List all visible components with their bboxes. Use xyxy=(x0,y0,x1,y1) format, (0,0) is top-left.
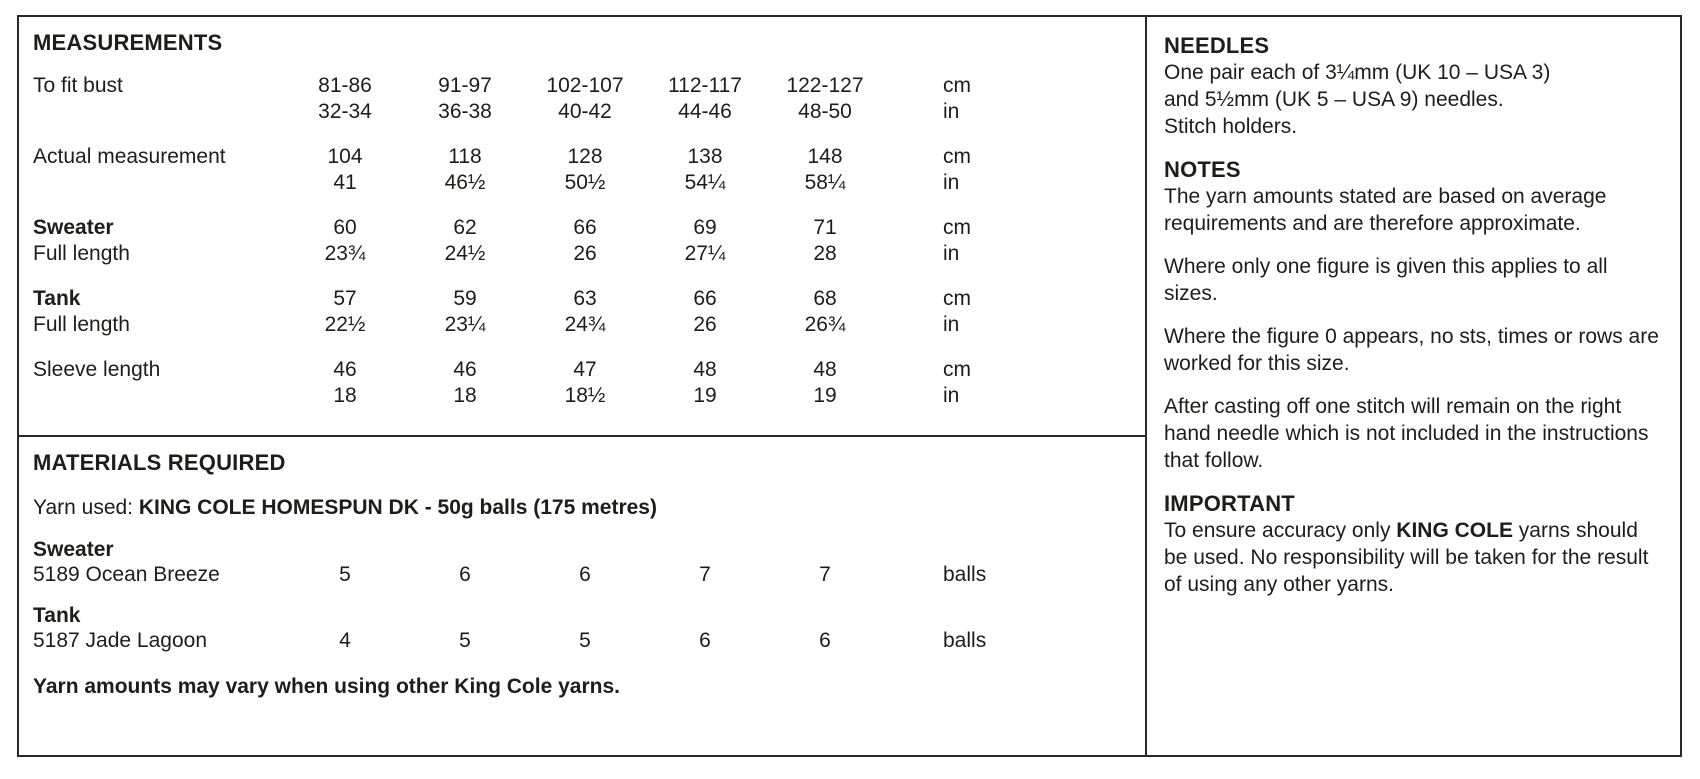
value-cm: 57 xyxy=(333,287,357,310)
important-text-suffix: yarns should be used. No responsibility will be taken for the result of using any other yarns. xyxy=(1164,519,1649,596)
value-in: 19 xyxy=(693,384,717,407)
yarn-used-name: KING COLE HOMESPUN DK - 50g balls (175 metres) xyxy=(138,496,657,519)
unit-in-label: in xyxy=(943,242,960,265)
value-in: 26¾ xyxy=(804,313,846,336)
value-in: 19 xyxy=(813,384,837,407)
value-cm: 66 xyxy=(573,216,597,239)
shade-row xyxy=(33,628,1131,653)
notes-title: NOTES xyxy=(1164,157,1241,182)
unit-cm-label: cm xyxy=(943,358,971,381)
value-in: 46½ xyxy=(444,171,486,194)
size-values xyxy=(645,73,765,125)
row-label-line1: To fit bust xyxy=(33,74,123,97)
value-cm: 68 xyxy=(813,287,837,310)
value-cm: 69 xyxy=(693,216,717,239)
balls-value: 5 xyxy=(339,563,351,586)
value-cm: 71 xyxy=(813,216,837,239)
size-values xyxy=(765,144,885,196)
unit-cm-label: cm xyxy=(943,145,971,168)
needles-line-2: and 5½mm (UK 5 – USA 9) needles. xyxy=(1164,88,1504,111)
yarn-used-prefix: Yarn used: xyxy=(33,496,139,519)
shade-row xyxy=(33,562,1131,587)
row-label-line1: Actual measurement xyxy=(33,145,226,168)
balls-value: 7 xyxy=(699,563,711,586)
balls-value: 5 xyxy=(579,629,591,652)
note-paragraph-3: Where the figure 0 appears, no sts, times or rows are worked for this size. xyxy=(1164,325,1659,375)
unit-in-label: in xyxy=(943,100,960,123)
value-in: 48-50 xyxy=(798,100,852,123)
value-in: 18 xyxy=(453,384,477,407)
size-values xyxy=(765,357,885,409)
size-values xyxy=(405,144,525,196)
value-cm: 48 xyxy=(693,358,717,381)
size-values xyxy=(405,286,525,338)
row-label xyxy=(33,357,285,383)
value-in: 23¾ xyxy=(324,242,366,265)
value-in: 18½ xyxy=(564,384,606,407)
balls-value: 5 xyxy=(459,629,471,652)
unit-cm-label: cm xyxy=(943,74,971,97)
balls-value: 6 xyxy=(699,629,711,652)
needles-title: NEEDLES xyxy=(1164,33,1270,58)
note-paragraph-1: The yarn amounts stated are based on average requirements and are therefore approximate. xyxy=(1164,185,1607,235)
balls-value: 6 xyxy=(579,563,591,586)
value-in: 50½ xyxy=(564,171,606,194)
value-cm: 46 xyxy=(453,358,477,381)
row-label-line1: Sleeve length xyxy=(33,358,161,381)
measurements-title: MEASUREMENTS xyxy=(33,30,223,55)
size-values xyxy=(645,144,765,196)
size-values xyxy=(645,286,765,338)
size-values xyxy=(405,357,525,409)
unit-labels xyxy=(885,73,1131,125)
unit-cm-label: cm xyxy=(943,216,971,239)
value-in: 27¼ xyxy=(684,242,726,265)
value-in: 58¼ xyxy=(804,171,846,194)
important-section xyxy=(1164,490,1664,598)
unit-in-label: in xyxy=(943,313,960,336)
size-values xyxy=(765,286,885,338)
important-text-prefix: To ensure accuracy only xyxy=(1164,519,1397,542)
size-values xyxy=(405,73,525,125)
value-in: 26 xyxy=(693,313,717,336)
unit-in-label: in xyxy=(943,171,960,194)
value-in: 40-42 xyxy=(558,100,612,123)
row-label xyxy=(33,73,285,99)
size-values xyxy=(765,215,885,267)
row-label xyxy=(33,286,285,338)
value-in: 54¼ xyxy=(684,171,726,194)
yarn-used-line xyxy=(33,495,1131,521)
value-in: 24½ xyxy=(444,242,486,265)
needles-section xyxy=(1164,32,1664,140)
unit-labels xyxy=(885,215,1131,267)
value-cm: 60 xyxy=(333,216,357,239)
important-text xyxy=(1164,517,1664,598)
unit-cm-label: cm xyxy=(943,287,971,310)
value-cm: 118 xyxy=(448,145,482,168)
materials-row-tank xyxy=(33,603,1131,653)
value-in: 36-38 xyxy=(438,100,492,123)
row-label-line2: Full length xyxy=(33,313,130,336)
value-cm: 102-107 xyxy=(546,74,624,97)
measurements-section xyxy=(17,15,1147,437)
garment-name: Tank xyxy=(33,604,81,627)
note-paragraph-2: Where only one figure is given this applies to all sizes. xyxy=(1164,255,1608,305)
needles-line-1: One pair each of 3¼mm (UK 10 – USA 3) xyxy=(1164,61,1551,84)
unit-labels xyxy=(885,357,1131,409)
value-cm: 81-86 xyxy=(318,74,372,97)
value-in: 28 xyxy=(813,242,837,265)
size-values xyxy=(285,215,405,267)
size-values xyxy=(645,215,765,267)
balls-value: 7 xyxy=(819,563,831,586)
value-cm: 148 xyxy=(807,145,843,168)
measurement-row-tank-full-length xyxy=(33,286,1131,338)
measurement-row-sleeve-length xyxy=(33,357,1131,409)
value-cm: 122-127 xyxy=(786,74,864,97)
row-label xyxy=(33,144,285,170)
value-in: 23¼ xyxy=(444,313,486,336)
balls-value: 6 xyxy=(819,629,831,652)
measurement-row-sweater-full-length xyxy=(33,215,1131,267)
value-cm: 104 xyxy=(327,145,363,168)
value-cm: 48 xyxy=(813,358,837,381)
needles-line-3: Stitch holders. xyxy=(1164,115,1298,138)
important-brand-name: KING COLE xyxy=(1396,519,1513,542)
notes-section xyxy=(1164,156,1664,474)
size-values xyxy=(525,73,645,125)
value-cm: 59 xyxy=(453,287,477,310)
value-cm: 112-117 xyxy=(668,74,742,97)
value-cm: 47 xyxy=(573,358,597,381)
value-cm: 46 xyxy=(333,358,357,381)
value-in: 18 xyxy=(333,384,357,407)
row-label-line1: Tank xyxy=(33,287,81,310)
value-cm: 138 xyxy=(687,145,723,168)
row-label xyxy=(33,215,285,267)
size-values xyxy=(525,215,645,267)
size-values xyxy=(285,286,405,338)
size-values xyxy=(285,357,405,409)
size-values xyxy=(765,73,885,125)
size-values xyxy=(405,215,525,267)
value-in: 24¾ xyxy=(564,313,606,336)
materials-section xyxy=(17,435,1147,757)
balls-value: 6 xyxy=(459,563,471,586)
balls-unit: balls xyxy=(943,629,987,652)
unit-labels xyxy=(885,286,1131,338)
unit-in-label: in xyxy=(943,384,960,407)
unit-labels xyxy=(885,144,1131,196)
measurement-row-actual-measurement xyxy=(33,144,1131,196)
value-in: 26 xyxy=(573,242,597,265)
note-paragraph-4: After casting off one stitch will remain on the right hand needle which is not included in the instructions that follow. xyxy=(1164,395,1649,472)
value-in: 22½ xyxy=(324,313,366,336)
value-cm: 91-97 xyxy=(438,74,492,97)
balls-value: 4 xyxy=(339,629,351,652)
size-values xyxy=(525,144,645,196)
garment-name: Sweater xyxy=(33,538,114,561)
materials-row-sweater xyxy=(33,537,1131,587)
shade-name: 5189 Ocean Breeze xyxy=(33,563,220,586)
value-in: 44-46 xyxy=(678,100,732,123)
shade-name: 5187 Jade Lagoon xyxy=(33,629,207,652)
size-values xyxy=(525,357,645,409)
row-label-line1: Sweater xyxy=(33,216,114,239)
size-values xyxy=(645,357,765,409)
value-cm: 63 xyxy=(573,287,597,310)
value-cm: 66 xyxy=(693,287,717,310)
materials-title: MATERIALS REQUIRED xyxy=(33,450,286,475)
value-in: 32-34 xyxy=(318,100,372,123)
measurement-row-to-fit-bust xyxy=(33,73,1131,125)
important-title: IMPORTANT xyxy=(1164,491,1295,516)
balls-unit: balls xyxy=(943,563,987,586)
value-in: 41 xyxy=(333,171,357,194)
value-cm: 128 xyxy=(567,145,603,168)
size-values xyxy=(525,286,645,338)
yarn-amounts-note: Yarn amounts may vary when using other King Cole yarns. xyxy=(33,675,620,698)
value-cm: 62 xyxy=(453,216,477,239)
notes-panel xyxy=(1145,15,1682,757)
row-label-line2: Full length xyxy=(33,242,130,265)
size-values xyxy=(285,144,405,196)
size-values xyxy=(285,73,405,125)
